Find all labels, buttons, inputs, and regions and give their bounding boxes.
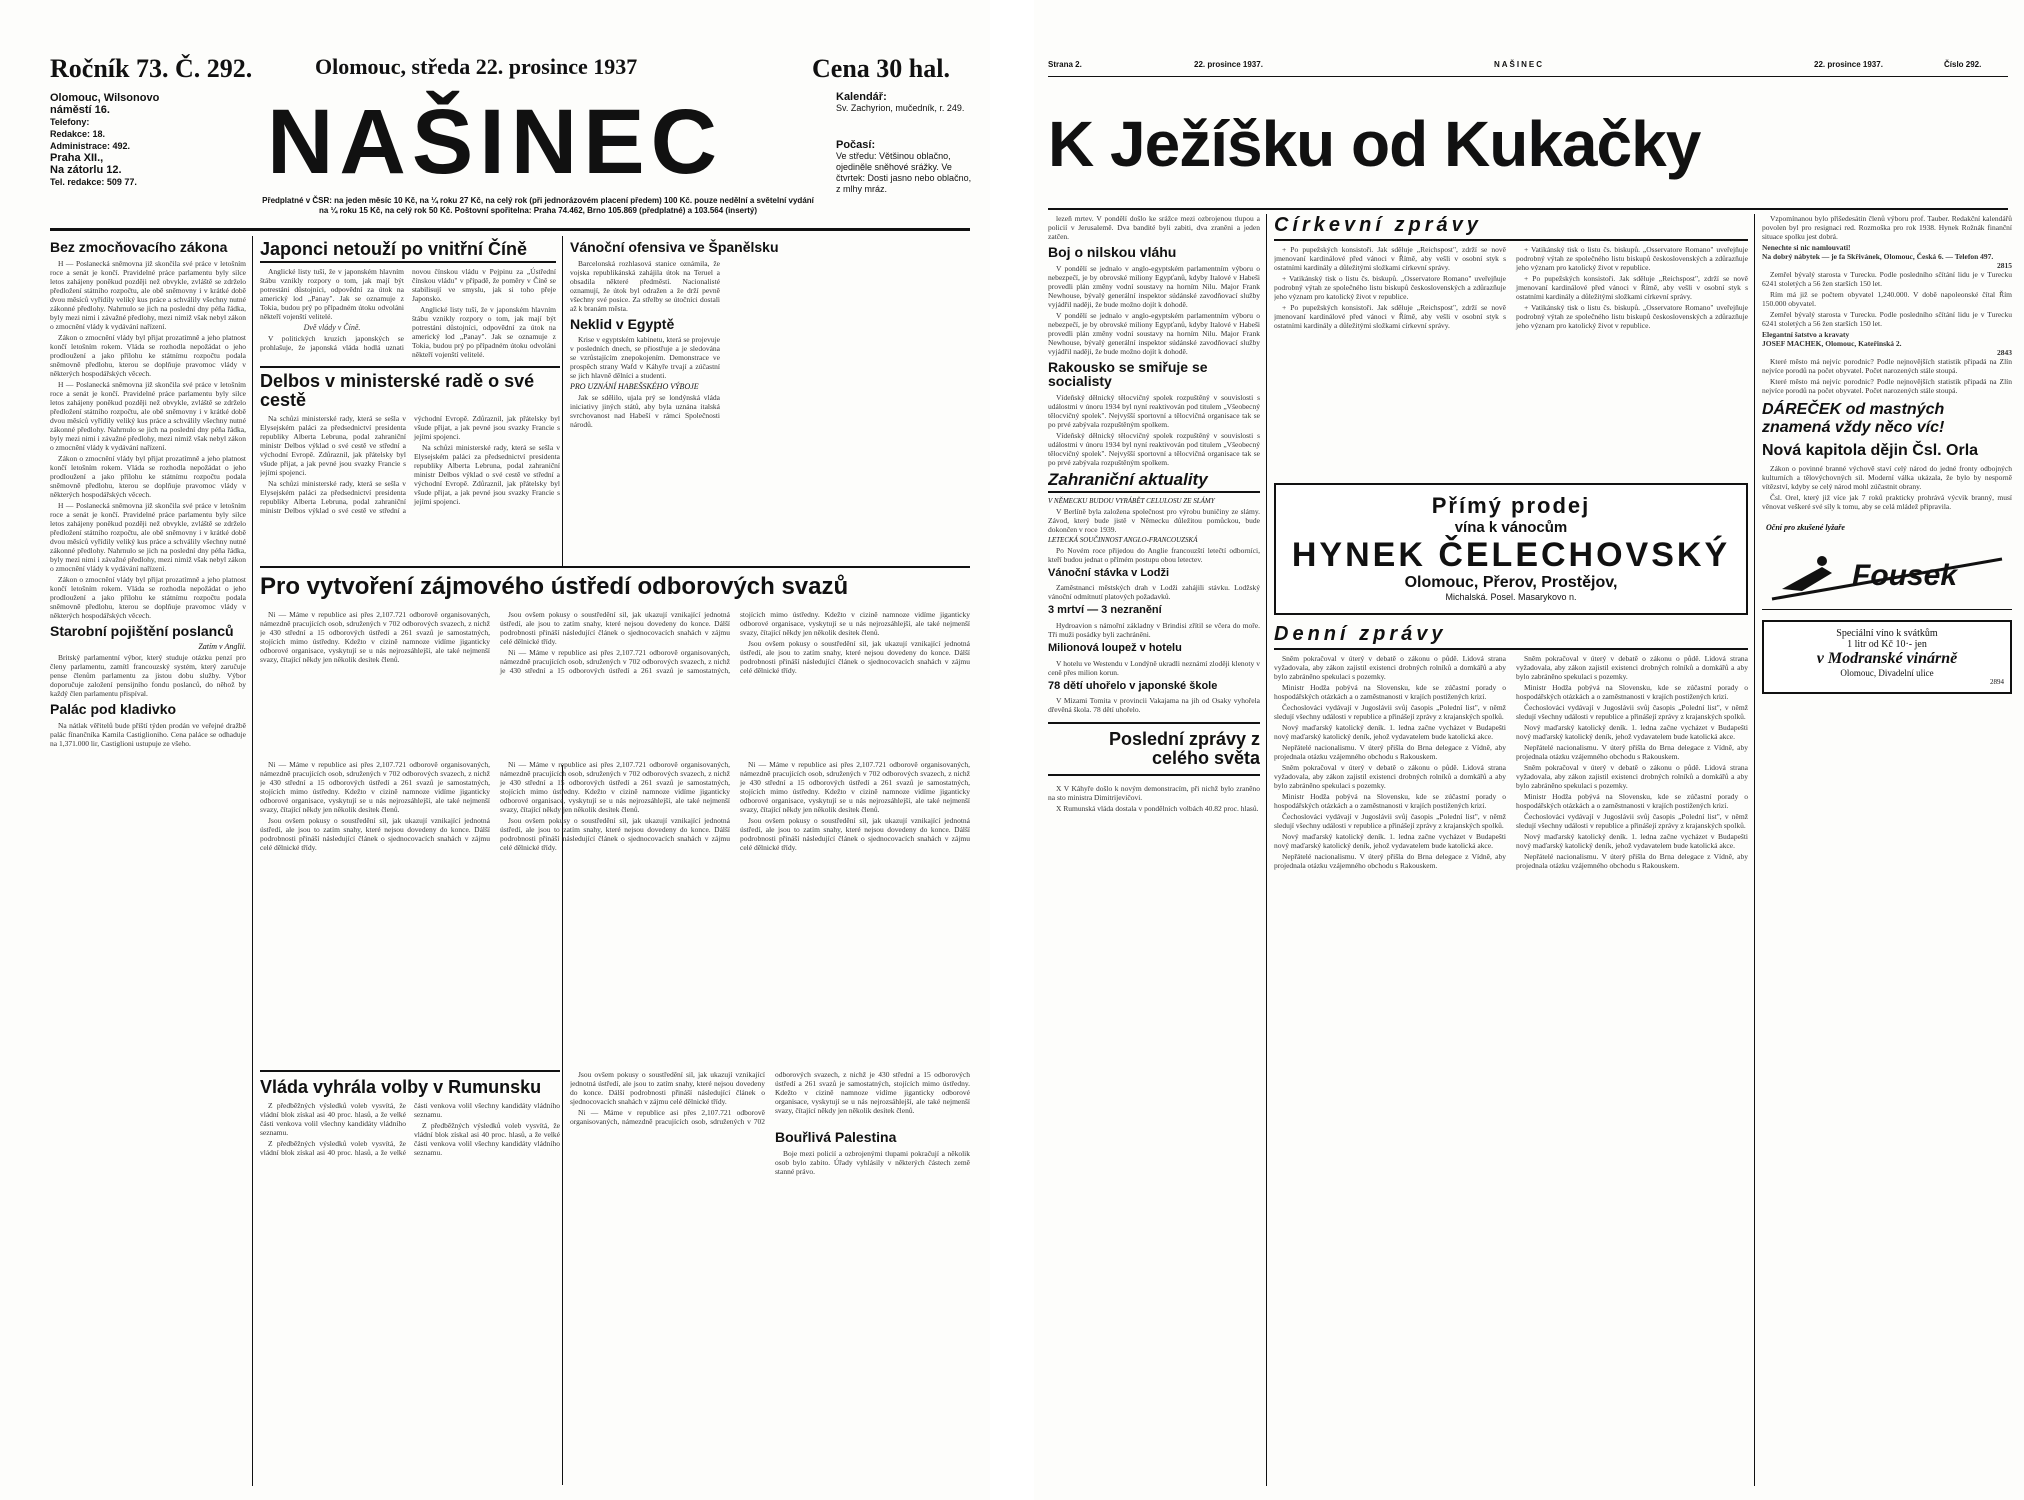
paragraph: X Rumunská vláda dostala v pondělních volbách 40.82 proc. hlasů. [1056,804,1259,814]
ad-number: 2894 [1990,677,2004,686]
paragraph: H — Poslanecká sněmovna již skončila své práce v letošním roce a senát je končí. Pravidelné práce parlamentu byly silce letos zahájeny poněkud později než obvykle, zvláště se zdrželo předložení státního rozpočtu, ale obě sněmovny i v krátké době dvou měsíců vyřídily veliký kus práce a schválily všechny nutné zákonné předlohy. Nahrnulo se jich na poslední dny péňa řádka, byly mezi nimi i závažné předlohy, mezi nimiž však nebyl zákon o zmocnění vlády k vydávání nařízení. [50,258,246,331]
paragraph: + Po pupežských konsistoři. Jak sděluje „Reichspost", zdrží se nově jmenovaní kardinálové před vánoci v Římě, aby vešli v osobní styk s ostatními kardinály a důležitými složkami církevní správy. [1274,245,1506,272]
paragraph: Hydroavion s námořní základny v Brindisi zřítil se včera do moře. Tři muži posádky byli zachráněni. [1048,621,1260,639]
paragraph: Na schůzi ministerské rady, která se sešla v Elysejském paláci za předsednictví presidenta republiky Alberta Lebruna, podal zahraniční ministr Delbos výklad o své cestě ve střední a východní Evropě. Zdůraznil, jak přátelsky byl všude přijat, a jak pevné jsou svazky Francie s jejími spojenci. [414,442,560,506]
column-rule [1266,214,1267,1486]
title-rule [1048,208,2008,210]
paragraph: Jsou ovšem pokusy o soustředění sil, jak ukazují vznikající jednotná ústředí, ale jsou to zatím snahy, které nejsou dovedeny do konce. Dálší podrobnosti přináší následující článek o sjednocovacích snahách v zájmu celé dělnické třídy. [500,610,730,646]
paragraph: V Berlíně byla založena společnost pro výrobu buničiny ze slámy. Závod, který bude jistě v Německu důležitou pomůckou, bude dokončen v roce 1939. [1048,506,1260,534]
paragraph: Jsou ovšem pokusy o soustředění sil, jak ukazují vznikající jednotná ústředí, ale jsou to zatím snahy, které nejsou dovedeny do konce. Dálší podrobnosti přináší následující článek o sjednocovacích snahách v zájmu celé dělnické třídy. [260,816,490,852]
paragraph: + Po pupežských konsistoři. Jak sděluje „Reichspost", zdrží se nově jmenovaní kardinálové před vánoci v Římě, aby vešli v osobní styk s ostatními kardinály a důležitými složkami církevní správy. [1274,303,1506,330]
paragraph: Jsou ovšem pokusy o soustředění sil, jak ukazují vznikající jednotná ústředí, ale jsou to zatím snahy, které nejsou dovedeny do konce. Dálší podrobnosti přináší následující článek o sjednocovacích snahách v zájmu celé dělnické třídy. [500,816,730,852]
paragraph: Nepřátelé nacionalismu. V úterý přišla do Brna delegace z Vídně, aby projednala otázku vzájemného obchodu s Rakouskem. [1274,852,1506,870]
subhead: V NĚMECKU BUDOU VYRÁBĚT CELULOSU ZE SLÁMY [1048,496,1215,505]
paragraph: Nový maďarský katolický deník. 1. ledna začne vycházet v Budapešti nový maďarský katolický deník, jehož vydavatelem bude katolická akce. [1516,723,1748,741]
calendar-weather-box [836,92,976,195]
paragraph: Ni — Máme v republice asi přes 2,107.721 odborově organisovaných, námezdně pracujících osob, sdružených v 702 odborových svazech, z nichž je 430 střední a 15 odborových ústředí a 261 svazů je samostatných, stojících mimo ústředny. Kdežto v cizině namnoze vidíme jiganticky odborové organisace, vyskytují se u nás nejrozsáhlejší, ale také nejmenší svazy, čítající někdy jen několik desítek členů. [500,610,970,675]
article-odborove-svazy [260,610,970,760]
column-rule [252,236,253,1486]
newspaper-page-2 [1034,0,2024,1500]
feature-title: K Ježíšku od Kukačky [1048,108,1701,180]
ad-number: 2843 [1997,348,2012,357]
headline-orel: Nová kapitola dějin Čsl. Orla [1762,442,1979,459]
paragraph: Nepřátelé nacionalismu. V úterý přišla do Brna delegace z Vídně, aby projednala otázku vzájemného obchodu s Rakouskem. [1274,743,1506,761]
paragraph: Boje mezi policií a ozbrojenými tlupami pokračují a několik osob bylo zabito. Úřady vyhlásily v některých částech země stanné právo. [775,1148,970,1176]
paragraph: Sněm pokračoval v úterý v debatě o zákonu o půdě. Lidová strana vyžadovala, aby zákon zajistil existenci drobných rolníků a domkářů a aby bylo zabráněno spekulaci s pozemky. [1516,763,1748,790]
paragraph: Které město má nejvíc porodnic? Podle nejnovějších statistik připadá na Zlín nejvíce porodů na počet obyvatel. Počet narozených stále stoupá. [1762,357,2012,375]
paragraph: Čechoslováci vydávají v Jugoslávii svůj časopis „Polední list", v němž sledují všechny události v republice a přinášejí zprávy z krajanských spolků. [1274,703,1506,721]
paragraph: Ni — Máme v republice asi přes 2,107.721 odborově organisovaných, námezdně pracujících osob, sdružených v 702 odborových svazech, z nichž je 430 střední a 15 odborových ústředí a 261 svazů je samostatných, stojících mimo ústředny. Kdežto v cizině namnoze vidíme jiganticky odborové organisace, vyskytují se u nás nejrozsáhlejší, ale také nejmenší svazy, čítající někdy jen několik desítek členů. [740,760,970,814]
paragraph: Anglické listy tuší, že v japonském hlavním štábu vznikly rozpory o tom, jak mají být potrestáni důstojníci, odpovědní za útok na americký lod „Panay". Jak se oznamuje z Tokia, budou prý po případném útoku odvoláni někteří vojenští velitelé. [260,266,404,321]
headline-japonci: Japonci netouží po vnitřní Číně [260,240,556,263]
calendar-text: Sv. Zachyrion, mučedník, r. 249. [836,103,965,113]
article-column-p2-2 [1274,214,1748,1486]
page-header-title: NAŠINEC [1494,60,1545,69]
paragraph: Které město má nejvíc porodnic? Podle nejnovějších statistik připadá na Zlín nejvíce porodů na počet obyvatel. Počet narozených stále stoupá. [1762,377,2012,395]
article-body [50,259,246,620]
headline-zmocnovaci-zakon: Bez zmocňovacího zákona [50,239,228,255]
paragraph: Jsou ovšem pokusy o soustředění sil, jak ukazují vznikající jednotná ústředí, ale jsou to zatím snahy, které nejsou dovedeny do konce. Dálší podrobnosti přináší následující článek o sjednocovacích snahách v zájmu celé dělnické třídy. [740,639,970,675]
paragraph: Nepřátelé nacionalismu. V úterý přišla do Brna delegace z Vídně, aby projednala otázku vzájemného obchodu s Rakouskem. [1516,852,1748,870]
paragraph: Zákon o zmocnění vlády byl přijat prozatímně a jeho platnost končí letošním rokem. Vláda se rozhodla nepožádat o jeho prodloužení a jako přílohu ke státnímu rozpočtu podala sněmovně předlohu, kterou se doplňuje pravomoc vlády v některých hospodářských věcech. [50,332,246,378]
article-delbos [260,362,560,562]
paragraph: Zákon o zmocnění vlády byl přijat prozatímně a jeho platnost končí letošním rokem. Vláda se rozhodla nepožádat o jeho prodloužení a jako přílohu ke státnímu rozpočtu podala sněmovně předlohu, kterou se doplňuje pravomoc vlády v některých hospodářských věcech. [50,453,246,499]
ad-dareck: DÁREČEK od mastných znamená vždy něco víc! [1762,401,1945,436]
ad-line: 1 litr od Kč 10·- jen [1847,638,1927,650]
article-odborove-svazy-cont [260,760,970,1060]
paragraph: Sněm pokračoval v úterý v debatě o zákonu o půdě. Lidová strana vyžadovala, aby zákon zajistil existenci drobných rolníků a domkářů a aby bylo zabráněno spekulaci s pozemky. [1274,763,1506,790]
paragraph: Ministr Hodža pobývá na Slovensku, kde se zúčastní porady o hospodářských otázkách a o zaměstnanosti v krajích postižených krizí. [1274,792,1506,810]
column-rule [1754,214,1755,1486]
headline-delbos: Delbos v ministerské radě o své cestě [260,366,560,410]
ad-headline: Přímý prodej [1431,493,1591,518]
newspaper-page-1 [0,0,990,1500]
publisher-address [50,92,180,188]
paragraph: Ni — Máme v republice asi přes 2,107.721 odborově organisovaných, námezdně pracujících osob, sdružených v 702 odborových svazech, z nichž je 430 střední a 15 odborových ústředí a 261 svazů je samostatných, stojících mimo ústředny. Kdežto v cizině namnoze vidíme jiganticky odborové organisace, vyskytují se u nás nejrozsáhlejší, ale také nejmenší svazy, čítající někdy jen několik desítek členů. [570,1070,970,1126]
headline-3-mrtvi: 3 mrtví — 3 nezranění [1048,604,1162,617]
headline-78-deti: 78 dětí uhořelo v japonské škole [1048,679,1218,692]
headline-zahranicni-aktuality: Zahraniční aktuality [1048,471,1260,493]
headline-palestina: Bouřlivá Palestina [775,1129,897,1145]
latest-news-box [1048,722,1260,776]
weather-label: Počasí: [836,139,876,151]
paragraph: Zákon o zmocnění vlády byl přijat prozatímně a jeho platnost končí letošním rokem. Vláda se rozhodla nepožádat o jeho prodloužení a jako přílohu ke státnímu rozpočtu podala sněmovně předlohu, kterou se doplňuje pravomoc vlády v některých hospodářských věcech. [50,574,246,620]
paragraph: Jsou ovšem pokusy o soustředění sil, jak ukazují vznikající jednotná ústředí, ale jsou to zatím snahy, které nejsou dovedeny do konce. Dálší podrobnosti přináší následující článek o sjednocovacích snahách v zájmu celé dělnické třídy. [740,816,970,852]
calendar-label: Kalendář: [836,91,887,103]
paragraph: H — Poslanecká sněmovna již skončila své práce v letošním roce a senát je končí. Pravidelné práce parlamentu byly silce letos zahájeny poněkud později než obvykle, zvláště se zdrželo předložení státního rozpočtu, ale obě sněmovny i v krátké době dvou měsíců vyřídily veliký kus práce a schválily všechny nutné zákonné předlohy. Nahrnulo se jich na poslední dny péňa řádka, byly mezi nimi i závažné předlohy, mezi nimiž však nebyl zákon o zmocnění vlády k vydávání nařízení. [50,500,246,573]
ad-cities: Olomouc, Přerov, Prostějov, [1404,574,1618,591]
article-column-3-top [570,236,970,566]
article-column-p2-3 [1762,214,2012,1486]
paragraph: + Po pupežských konsistoři. Jak sděluje „Reichspost", zdrží se nově jmenovaní kardinálové před vánoci v Římě, aby vešli v osobní styk s ostatními kardinály a důležitými složkami církevní správy. [1516,274,1748,301]
classified-line: JOSEF MACHEK, Olomouc, Kateřinská 2. [1762,339,1902,348]
page-date: 22. prosince 1937. [1194,60,1263,69]
article-kicker: Zatím v Anglii. [198,642,246,652]
headline-lodz: Vánoční stávka v Lodži [1048,566,1170,579]
subhead: LETECKÁ SOUČINNOST ANGLO-FRANCOUZSKÁ [1048,535,1198,544]
page-number: Strana 2. [1048,60,1082,69]
paragraph: Britský parlamentní výbor, který studuje otázku penzí pro členy parlamentu, zamítl francouzský systém, který zaručuje pense členům parlamentu za jistou dobu služby. Výbor doporučuje založení pensijního fondu poslanců, do něhož by každý člen parlamentu přispíval. [50,653,246,699]
paragraph: Jak se sdělilo, ujala prý se londýnská vláda iniciativy jiných států, aby byla uznána italská svrchovanost nad Habeší v rámci Společnosti národů. [570,393,720,430]
paragraph: Čechoslováci vydávají v Jugoslávii svůj časopis „Polední list", v němž sledují všechny události v republice a přinášejí zprávy z krajanských spolků. [1274,812,1506,830]
headline-rakousko: Rakousko se smiřuje se socialisty [1048,358,1208,390]
ad-subheadline: vína k vánocům [1454,519,1568,536]
paragraph: Ministr Hodža pobývá na Slovensku, kde se zúčastní porady o hospodářských otázkách a o zaměstnanosti v krajích postižených krizí. [1274,683,1506,701]
paragraph: Ministr Hodža pobývá na Slovensku, kde se zúčastní porady o hospodářských otázkách a o zaměstnanosti v krajích postižených krizí. [1516,792,1748,810]
paragraph: Vídeňský dělnický tělocvičný spolek rozpuštěný v souvislosti s událostmi v únoru 1934 byl nyní reaktivován pod titulem „Všeobecný tělocvičný spolek". Nejvyšší sportovní a tělocvičná organisace tak se po prvé zabývala rozpuštěným spolkem. [1048,431,1260,468]
headline-rumunsko: Vláda vyhrála volby v Rumunsku [260,1077,542,1097]
ad-small-text: Oční pro zkušené lyžaře [1766,522,1845,532]
paragraph: V hotelu ve Westendu v Londýně ukradli neznámí zloději klenoty v ceně přes milion korun. [1048,658,1260,677]
paragraph: Nový maďarský katolický deník. 1. ledna začne vycházet v Budapešti nový maďarský katolický deník, jehož vydavatelem bude katolická akce. [1274,723,1506,741]
page-gutter [990,0,1034,1500]
headline-cirkevni-zpravy: Církevní zprávy [1274,214,1748,241]
paragraph: V Mizami Tomita v provincii Vakajama na jih od Osaky vyhořela dřevěná škola. 78 dětí uhořelo. [1048,696,1260,715]
ad-brand-fousek: Fousek [1852,558,1958,592]
price: Cena 30 hal. [812,54,950,83]
paragraph: Na schůzi ministerské rady, která se sešla v Elysejském paláci za předsednictví presidenta republiky Alberta Lebruna, podal zahraniční ministr Delbos výklad o své cestě ve střední a východní Evropě. Zdůraznil, jak přátelsky byl všude přijat, a jak pevné jsou svazky Francie s jejími spojenci. [260,413,406,477]
paragraph: Čsl. Orel, který již více jak 7 roků prakticky prohrává výcvik branný, musí věnovat veškeré své síly k tomu, aby se celá mládež připravila. [1762,492,2012,511]
paragraph: Zemřel bývalý starosta v Turecku. Podle posledního sčítání lidu je v Turecku 6241 stoletých a 56 žen starších 150 let. [1762,270,2012,288]
subhead: Dvě vlády v Číně. [303,322,361,332]
column-rule [562,236,563,566]
headline-palac-pod-kladivko: Palác pod kladivko [50,701,177,718]
article-column-1 [50,236,246,1486]
headline-neklid-v-egypte: Neklid v Egyptě [570,315,675,332]
paragraph: Po Novém roce přijedou do Anglie francouzští letečtí odborníci, kteří budou jednat o přímém postupu obou letectev. [1048,545,1260,564]
paragraph: Zemřel bývalý starosta v Turecku. Podle posledního sčítání lidu je v Turecku 6241 stoletých a 56 žen starších 150 let. [1762,310,2012,328]
classified-line: Elegantní šatstvo a kravaty [1762,330,1850,339]
paragraph: Na schůzi ministerské rady, která se sešla v Elysejském paláci za předsednictví presidenta republiky Alberta Lebruna, podal zahraniční ministr Delbos výklad o své cestě ve střední a východní Evropě. Zdůraznil, jak přátelsky byl všude přijat, a jak pevné jsou svazky Francie s jejími spojenci. [260,413,560,515]
headline-vanocni-ofensiva: Vánoční ofensiva ve Španělsku [570,239,779,255]
ad-company-name: HYNEK ČELECHOVSKÝ [1291,536,1731,574]
headline-nilska-vlaha: Boj o nilskou vláhu [1048,244,1177,260]
paragraph: Sněm pokračoval v úterý v debatě o zákonu o půdě. Lidová strana vyžadovala, aby zákon zajistil existenci drobných rolníků a domkářů a aby bylo zabráněno spekulaci s pozemky. [1516,654,1748,681]
masthead: NAŠINEC [266,91,724,193]
paragraph: Z předběžných výsledků voleb vysvítá, že vládní blok získal asi 40 proc. hlasů, a že velké části venkova volil všechny kandidáty vládního seznamu. [414,1120,560,1157]
ad-line: Speciální víno k svátkům [1836,627,1938,639]
paragraph: Anglické listy tuší, že v japonském hlavním štábu vznikly rozpory o tom, jak mají být potrestáni důstojníci, odpovědní za útok na americký lod „Panay". Jak se oznamuje z Tokia, budou prý po případném útoku odvoláni někteří vojenští velitelé. [412,304,556,359]
paragraph: lezeň mrtev. V pondělí došlo ke srážce mezi ozbrojenou tlupou a policií v Jerusalemě. Dva bandité byli zabiti, dva zraněni a jeden zatčen. [1048,214,1260,241]
paragraph: + Vatikánský tisk o listu čs. biskupů. „Osservatore Romano" uveřejňuje podrobný výtah ze společného listu biskupů československých a zdůrazňuje jeho význam pro katolický život v republice. [1274,274,1506,301]
article-rumunsko [260,1070,560,1488]
paragraph: Z předběžných výsledků voleb vysvítá, že vládní blok získal asi 40 proc. hlasů, a že velké části venkova volil všechny kandidáty vládního seznamu. [260,1100,406,1137]
page-date-right: 22. prosince 1937. [1814,60,1883,69]
classified-ad [1762,243,2012,270]
article-column-3-bottom [570,1070,970,1486]
paragraph: Zákon o povinné branné výchově staví celý národ do jedné fronty odbojných kulturních a tělovýchovných sil. Moderní válka ukázala, že bylo by nesporně vítězství, kdyby se celý národ mohl zúčastnit obrany. [1762,463,2012,491]
paragraph: V pondělí se jednalo v anglo-egyptském parlamentním výboru o nebezpečí, je by obrovské miliony Egypťanů, kdyby Italové v Habeši provedli plán změny vodní soustavy na horním Nilu. Major Frank Newhouse, bývalý generální inspektor súdánské zavodňovací služby vyjádřil naději, že bude možno dojít k dohodě. [1048,310,1260,356]
paragraph: Ni — Máme v republice asi přes 2,107.721 odborově organisovaných, námezdně pracujících osob, sdružených v 702 odborových svazech, z nichž je 430 střední a 15 odborových ústředí a 261 svazů je samostatných, stojících mimo ústředny. Kdežto v cizině namnoze vidíme jiganticky odborové organisace, vyskytují se u nás nejrozsáhlejší, ale také nejmenší svazy, čítající někdy jen několik desítek členů. [260,610,490,664]
paragraph: H — Poslanecká sněmovna již skončila své práce v letošním roce a senát je končí. Pravidelné práce parlamentu byly silce letos zahájeny poněkud později než obvykle, zvláště se zdrželo předložení státního rozpočtu, ale obě sněmovny i v krátké době dvou měsíců vyřídily veliký kus práce a schválily všechny nutné zákonné předlohy. Nahrnulo se jich na poslední dny péňa řádka, byly mezi nimi i závažné předlohy, mezi nimiž však nebyl zákon o zmocnění vlády k vydávání nařízení. [50,379,246,452]
ad-line: Olomouc, Divadelní ulice [1840,667,1934,678]
paragraph: Barcelonská rozhlasová stanice oznámila, že vojska republikánská zahájila útok na Teruel a obsadila některé předměstí. Nacionalisté oznamují, že útok byl odražen a že drží pevně všechny své posice. Za střelby se útočníci dostali až k branám města. [570,258,720,313]
subhead: PRO UZNÁNÍ HABEŠSKÉHO VÝBOJE [570,382,699,392]
paragraph: Sněm pokračoval v úterý v debatě o zákonu o půdě. Lidová strana vyžadovala, aby zákon zajistil existenci drobných rolníků a domkářů a aby bylo zabráněno spekulaci s pozemky. [1274,654,1506,681]
paragraph: Čechoslováci vydávají v Jugoslávii svůj časopis „Polední list", v němž sledují všechny události v republice a přinášejí zprávy z krajanských spolků. [1516,812,1748,830]
dateline: Olomouc, středa 22. prosince 1937 [315,54,638,79]
paragraph: Vídeňský dělnický tělocvičný spolek rozpuštěný v souvislosti s událostmi v únoru 1934 byl nyní reaktivován pod titulem „Všeobecný tělocvičný spolek". Nejvyšší sportovní a tělocvičná organisace tak se po prvé zabývala rozpuštěným spolkem. [1048,393,1260,430]
paragraph: V pondělí se jednalo v anglo-egyptském parlamentním výboru o nebezpečí, je by obrovské miliony Egypťanů, kdyby Italové v Habeši provedli plán změny vodní soustavy na horním Nilu. Major Frank Newhouse, bývalý generální inspektor súdánské zavodňovací služby vyjádřil naději, že bude možno dojít k dohodě. [1048,263,1260,309]
ad-line: v Modranské vinárně [1816,649,1958,667]
address-praha: Praha XII., [50,152,104,164]
paragraph: Z předběžných výsledků voleb vysvítá, že vládní blok získal asi 40 proc. hlasů, a že velké části venkova volil všechny kandidáty vládního seznamu. [260,1100,560,1157]
paragraph: Nový maďarský katolický deník. 1. ledna začne vycházet v Budapešti nový maďarský katolický deník, jehož vydavatelem bude katolická akce. [1516,832,1748,850]
classified-line: Nenechte si nic namlouvati! [1762,243,1851,252]
paragraph: Krise v egyptském kabinetu, která se projevuje v posledních dnech, se přiostřuje a je sledována se vzrůstajícím znepokojením. Demonstrace ve prospěch strany Wafd v Káhyře trvají a zúčastní se jich hlavně dělníci a studenti. [570,335,720,381]
address-redakce: Redakce: 18. [50,129,106,139]
ad-number: 2815 [1997,261,2012,270]
classified-line: Na dobrý nábytek — je fa Skřivánek, Olomouc, Česká 6. — Telefon 497. [1762,252,1994,261]
address-praha-street: Na zátorlu 12. [50,164,122,176]
paragraph: Ni — Máme v republice asi přes 2,107.721 odborově organisovaných, námezdně pracujících osob, sdružených v 702 odborových svazech, z nichž je 430 střední a 15 odborových ústředí a 261 svazů je samostatných, stojících mimo ústředny. Kdežto v cizině namnoze vidíme jiganticky odborové organisace, vyskytují se u nás nejrozsáhlejší, ale také nejmenší svazy, čítající někdy jen několik desítek členů. [500,760,730,814]
paragraph: V politických kruzích japonských se prohlašuje, že japonská vláda hodlá uznati novou čínskou vládu v Pejpinu za „Ústřední čínskou vládu" v případě, že poměry v Číně se stabilisují ve smyslu, jak si toho přeje Japonsko. [260,266,556,352]
ad-streets: Michalská. Posel. Masarykovo n. [1445,592,1577,602]
paragraph: + Vatikánský tisk o listu čs. biskupů. „Osservatore Romano" uveřejňuje podrobný výtah ze společného listu biskupů československých a zdůrazňuje jeho význam pro katolický život v republice. [1516,245,1748,272]
paragraph: Čechoslováci vydávají v Jugoslávii svůj časopis „Polední list", v němž sledují všechny události v republice a přinášejí zprávy z krajanských spolků. [1516,703,1748,721]
paragraph: Jsou ovšem pokusy o soustředění sil, jak ukazují vznikající jednotná ústředí, ale jsou to zatím snahy, které nejsou dovedeny do konce. Dálší podrobnosti přináší následující článek o sjednocovacích snahách v zájmu celé dělnické třídy. [570,1070,765,1106]
header-rule [1048,76,2008,77]
article-column-p2-1 [1048,214,1260,1486]
address-phone: Telefony: [50,117,90,127]
advertisement-modranska-vinarna [1762,620,2012,694]
paragraph: Nepřátelé nacionalismu. V úterý přišla do Brna delegace z Vídně, aby projednala otázku vzájemného obchodu s Rakouskem. [1516,743,1748,761]
headline-denni-zpravy: Denní zprávy [1274,623,1748,650]
paragraph: Zaměstnanci městských drah v Lodži zahájili stávku. Lodžský vánoční odmítnutí platových požadavků. [1048,583,1260,602]
advertisement-celechovsky [1274,483,1748,615]
latest-news-title: Poslední zprávy z celého světa [1108,729,1260,769]
banner-headline [260,566,970,608]
headline-odborove-svazy: Pro vytvoření zájmového ústředí odborových svazů [260,573,849,600]
address-admin: Administrace: 492. [50,141,131,151]
advertisement-fousek [1762,519,2012,610]
paragraph: Ni — Máme v republice asi přes 2,107.721 odborově organisovaných, námezdně pracujících osob, sdružených v 702 odborových svazech, z nichž je 430 střední a 15 odborových ústředí a 261 svazů je samostatných, stojících mimo ústředny. Kdežto v cizině namnoze vidíme jiganticky odborové organisace, vyskytují se u nás nejrozsáhlejší, ale také nejmenší svazy, čítající někdy jen několik desítek členů. [260,760,490,814]
paragraph: Ministr Hodža pobývá na Slovensku, kde se zúčastní porady o hospodářských otázkách a o zaměstnanosti v krajích postižených krizí. [1516,683,1748,701]
headline-starobni-pojisteni: Starobní pojištění poslanců [50,622,234,639]
address-city: Olomouc, Wilsonovo náměstí 16. [50,92,160,116]
address-praha-phone: Tel. redakce: 509 77. [50,177,137,187]
paragraph: X V Káhyře došlo k novým demonstracím, při nichž bylo zraněno na sto ministra Dimitrijevičovi. [1048,784,1260,803]
paragraph: Rím má již se počtem obyvatel 1,240.000. V době napoleonské čítal Řím 150.000 obyvatel. [1762,290,2012,308]
headline-loupez: Milionová loupež v hotelu [1048,642,1182,654]
paragraph: Na nátlak věřitelů bude příští týden prodán ve veřejné dražbě palác fínančníka Kamila Castiglioniho. Cena paláce se odhaduje na 1,371.000 lir, Castiglioni ustupuje ze všeho. [50,721,246,749]
paragraph: Nový maďarský katolický deník. 1. ledna začne vycházet v Budapešti nový maďarský katolický deník, jehož vydavatelem bude katolická akce. [1274,832,1506,850]
classified-ad [1762,330,2012,357]
paragraph: + Vatikánský tisk o listu čs. biskupů. „Osservatore Romano" uveřejňuje podrobný výtah ze společného listu biskupů československých a zdůrazňuje jeho význam pro katolický život v republice. [1516,303,1748,330]
paragraph: Vzpomínanou bylo přišedesátin členů výboru prof. Tauber. Redakční kalendářů povolen byl pro resignaci red. Rozmoška pro rok 1938. Hynek Rožnák finanční situace spolku jest dobrá. [1762,214,2012,241]
issue-number: Číslo 292. [1944,60,1982,69]
weather-text: Ve středu: Většinou oblačno, ojediněle sněhové srážky. Ve čtvrtek: Dosti jasno nebo oblačno, z mlhy mráz. [836,151,972,194]
masthead-rule [50,228,970,231]
subscription-info: Předplatné v ČSR: na jeden měsíc 10 Kč, na ¼ roku 27 Kč, na celý rok (při jednorázovém placení předem) 100 Kč. pouze nedělní a světelní vydání na ¼ roku 15 Kč, na celý rok 50 Kč. Poštovní spořitelna: Praha 74.462, Brno 105.869 (předplatné) a 103.564 (insertý) [262,196,814,215]
edition-number: Ročník 73. Č. 292. [50,54,253,83]
